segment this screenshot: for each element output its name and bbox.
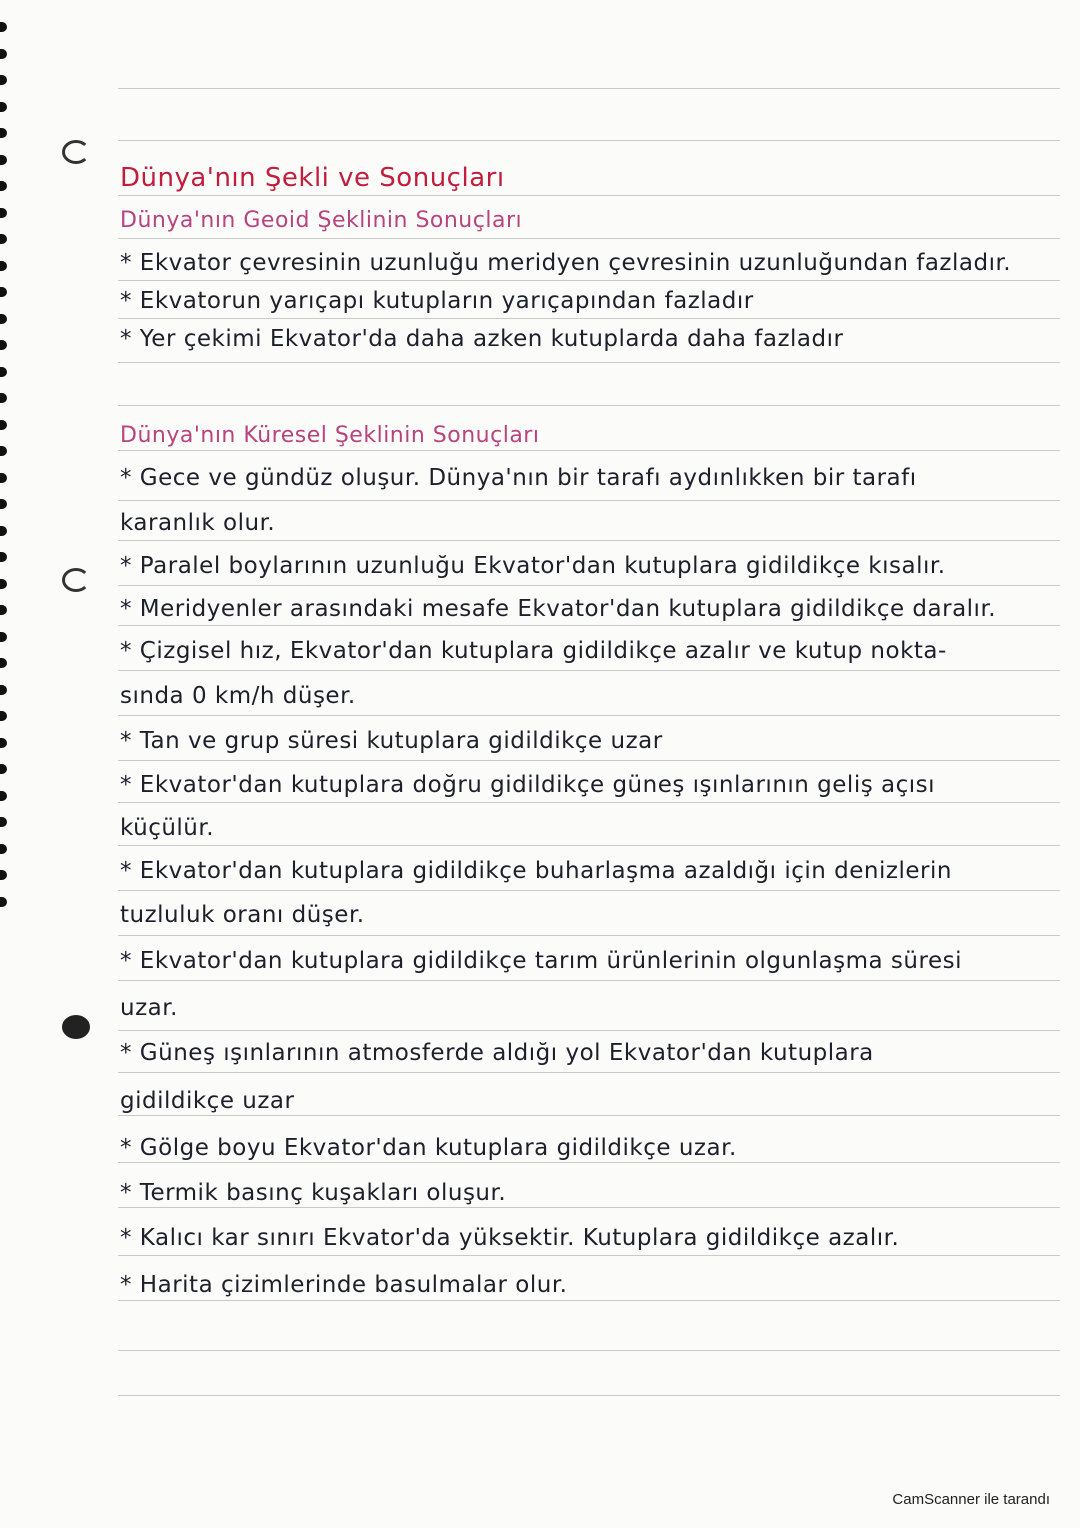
- ruled-line: [118, 890, 1060, 891]
- binding-hole: [0, 181, 7, 191]
- binding-hole: [0, 685, 7, 695]
- ruled-line: [118, 318, 1060, 319]
- binding-hole: [0, 526, 7, 536]
- binding-hole: [0, 208, 7, 218]
- ruled-line: [118, 1350, 1060, 1351]
- spiral-ring: [62, 1015, 90, 1039]
- binding-hole: [0, 261, 7, 271]
- binding-hole: [0, 287, 7, 297]
- binding-hole: [0, 393, 7, 403]
- note-line: * Gece ve gündüz oluşur. Dünya'nın bir tarafı aydınlıkken bir tarafı: [120, 465, 917, 491]
- note-line: * Meridyenler arasındaki mesafe Ekvator'dan kutuplara gidildikçe daralır.: [120, 596, 997, 622]
- binding-hole: [0, 75, 7, 85]
- ruled-line: [118, 540, 1060, 541]
- note-line: * Ekvatorun yarıçapı kutupların yarıçapından fazladır: [120, 288, 754, 314]
- binding-hole: [0, 844, 7, 854]
- note-line: * Güneş ışınlarının atmosferde aldığı yol Ekvator'dan kutuplara: [120, 1040, 874, 1066]
- ruled-line: [118, 715, 1060, 716]
- binding-hole: [0, 658, 7, 668]
- note-line: * Paralel boylarının uzunluğu Ekvator'dan kutuplara gidildikçe kısalır.: [120, 553, 946, 579]
- binding-hole: [0, 420, 7, 430]
- note-line: küçülür.: [120, 815, 215, 841]
- binding-hole: [0, 49, 7, 59]
- note-line: karanlık olur.: [120, 510, 276, 536]
- ruled-line: [118, 1072, 1060, 1073]
- binding-hole: [0, 128, 7, 138]
- note-line: * Termik basınç kuşakları oluşur.: [120, 1180, 507, 1206]
- page-title: Dünya'nın Şekli ve Sonuçları: [120, 163, 505, 193]
- ruled-line: [118, 625, 1060, 626]
- ruled-line: [118, 362, 1060, 363]
- binding-hole: [0, 870, 7, 880]
- note-line: sında 0 km/h düşer.: [120, 683, 356, 709]
- ruled-line: [118, 88, 1060, 89]
- ruled-line: [118, 980, 1060, 981]
- note-line: * Ekvator'dan kutuplara gidildikçe tarım ürünlerinin olgunlaşma süresi: [120, 948, 962, 974]
- binding-hole: [0, 897, 7, 907]
- binding-hole: [0, 155, 7, 165]
- binding-hole: [0, 446, 7, 456]
- ruled-line: [118, 1207, 1060, 1208]
- note-line: * Kalıcı kar sınırı Ekvator'da yüksektir. Kutuplara gidildikçe azalır.: [120, 1225, 900, 1251]
- binding-hole: [0, 764, 7, 774]
- ruled-line: [118, 450, 1060, 451]
- spiral-ring: [62, 568, 90, 592]
- ruled-line: [118, 760, 1060, 761]
- binding-hole: [0, 605, 7, 615]
- spiral-ring: [62, 140, 90, 164]
- ruled-line: [118, 405, 1060, 406]
- note-line: * Yer çekimi Ekvator'da daha azken kutuplarda daha fazladır: [120, 326, 844, 352]
- binding-hole: [0, 579, 7, 589]
- binding-hole: [0, 738, 7, 748]
- section-heading: Dünya'nın Küresel Şeklinin Sonuçları: [120, 423, 540, 448]
- binding-hole: [0, 632, 7, 642]
- binding-hole: [0, 791, 7, 801]
- binding-hole: [0, 314, 7, 324]
- note-line: * Gölge boyu Ekvator'dan kutuplara gidildikçe uzar.: [120, 1135, 737, 1161]
- note-line: * Tan ve grup süresi kutuplara gidildikçe uzar: [120, 728, 663, 754]
- binding-hole: [0, 552, 7, 562]
- ruled-line: [118, 1030, 1060, 1031]
- ruled-line: [118, 1162, 1060, 1163]
- binding-hole: [0, 367, 7, 377]
- ruled-line: [118, 802, 1060, 803]
- note-line: tuzluluk oranı düşer.: [120, 902, 365, 928]
- note-line: * Çizgisel hız, Ekvator'dan kutuplara gidildikçe azalır ve kutup nokta-: [120, 638, 947, 664]
- binding-hole: [0, 340, 7, 350]
- ruled-line: [118, 845, 1060, 846]
- note-line: * Ekvator çevresinin uzunluğu meridyen çevresinin uzunluğundan fazladır.: [120, 250, 1012, 276]
- ruled-line: [118, 140, 1060, 141]
- binding-hole: [0, 234, 7, 244]
- ruled-line: [118, 280, 1060, 281]
- note-line: * Ekvator'dan kutuplara gidildikçe buharlaşma azaldığı için denizlerin: [120, 858, 952, 884]
- binding-hole: [0, 473, 7, 483]
- ruled-line: [118, 585, 1060, 586]
- ruled-line: [118, 1255, 1060, 1256]
- note-line: * Harita çizimlerinde basulmalar olur.: [120, 1272, 568, 1298]
- binding-hole: [0, 22, 7, 32]
- binding-hole: [0, 102, 7, 112]
- binding-hole: [0, 499, 7, 509]
- ruled-line: [118, 500, 1060, 501]
- ruled-line: [118, 1300, 1060, 1301]
- note-line: uzar.: [120, 995, 178, 1021]
- binding-hole: [0, 817, 7, 827]
- scanner-watermark: CamScanner ile tarandı: [892, 1491, 1050, 1508]
- section-heading: Dünya'nın Geoid Şeklinin Sonuçları: [120, 208, 523, 233]
- binding-hole: [0, 711, 7, 721]
- note-line: gidildikçe uzar: [120, 1088, 295, 1114]
- ruled-line: [118, 1115, 1060, 1116]
- ruled-line: [118, 1395, 1060, 1396]
- note-line: * Ekvator'dan kutuplara doğru gidildikçe güneş ışınlarının geliş açısı: [120, 772, 936, 798]
- ruled-line: [118, 670, 1060, 671]
- ruled-line: [118, 195, 1060, 196]
- ruled-line: [118, 935, 1060, 936]
- ruled-line: [118, 238, 1060, 239]
